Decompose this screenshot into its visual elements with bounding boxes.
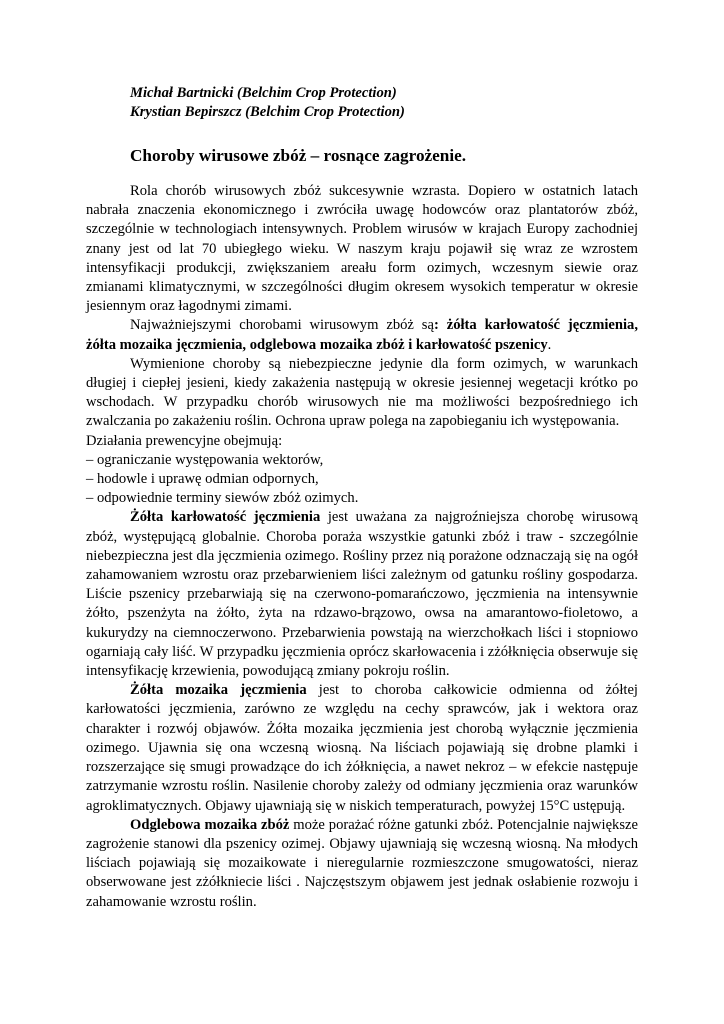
document-body	[86, 182, 638, 912]
list-item: – odpowiednie terminy siewów zbóż ozimych.	[86, 490, 359, 507]
disease-name: Odglebowa mozaika zbóż	[130, 816, 290, 833]
author-block	[130, 84, 638, 122]
paragraph-text: może porażać różne gatunki zbóż. Potencjalnie największe zagrożenie stanowi dla pszenicy ozimej. Objawy ujawniają się wczesną wiosną. Na młodych liściach pojawiają się mozaikowate i nieregularnie rozmieszczone smugowatości, nieraz obserwowane jest zżółkniecie liści . Najczęstszym objawem jest jednak osłabienie rozwoju i zahamowanie wzrostu roślin.	[86, 816, 638, 910]
document-page	[86, 84, 638, 912]
paragraph-text: jest to choroba całkowicie odmienna od żółtej karłowatości jęczmienia, zarówno ze względu na cechy sprawców, jak i wektora oraz charakter i rozwój objawów. Żółta mozaika jęczmienia jest chorobą wyłącznie jęczmienia ozimego. Ujawnia się ona wczesną wiosną. Na liściach pojawiają się drobne plamki i rozszerzające się smugi prowadzące do ich żółknięcia, a nawet nekroz – w efekcie następuje zatrzymanie wzrostu roślin. Nasilenie choroby zależy od odmiany jęczmienia oraz warunków agroklimatycznych. Objawy ujawniają się w niskich temperaturach, powyżej 15°C ustępują.	[86, 682, 638, 814]
list-intro: Działania prewencyjne obejmują:	[86, 432, 283, 449]
paragraph-yellow-mosaic	[86, 681, 638, 815]
paragraph-text: Najważniejszymi chorobami wirusowym zbóż są	[130, 317, 434, 334]
list-item: – ograniczanie występowania wektorów,	[86, 451, 324, 468]
document-title: Choroby wirusowe zbóż – rosnące zagrożenie.	[130, 146, 467, 165]
paragraph-text: .	[547, 336, 552, 353]
author-line: Michał Bartnicki (Belchim Crop Protection)	[130, 85, 397, 101]
disease-name: Żółta mozaika jęczmienia	[130, 682, 307, 699]
author-line: Krystian Bepirszcz (Belchim Crop Protection)	[130, 104, 405, 120]
paragraph-prevention: Wymienione choroby są niebezpieczne jedynie dla form ozimych, w warunkach długiej i ciepłej jesieni, kiedy zakażenia następują w okresie jesiennej wegetacji krótko po wschodach. W przypadku chorób wirusowych nie ma możliwości bezpośredniego ich zwalczania po zakażeniu roślin. Ochrona upraw polega na zapobieganiu ich występowania.	[86, 355, 638, 430]
paragraph-main-diseases	[86, 316, 638, 354]
paragraph-yellow-dwarf	[86, 508, 638, 681]
disease-list-bold: : żółta karłowatość jęczmienia, żółta mozaika jęczmienia, odglebowa mozaika zbóż i karłowatość pszenicy	[86, 317, 638, 353]
paragraph-soil-mosaic	[86, 816, 638, 912]
list-item: – hodowle i uprawę odmian odpornych,	[86, 471, 319, 488]
paragraph-intro: Rola chorób wirusowych zbóż sukcesywnie wzrasta. Dopiero w ostatnich latach nabrała znaczenia ekonomicznego i zwróciła uwagę hodowców oraz plantatorów zbóż, szczególnie w technologiach intensywnych. Problem wirusów w krajach Europy zachodniej znany jest od lat 70 ubiegłego wieku. W naszym kraju pojawił się wraz ze wzrostem intensyfikacji produkcji, zwiększaniem areału form ozimych, wczesnym siewie oraz zmianami klimatycznymi, w szczególności długim okresem wysokich temperatur w okresie jesiennym oraz łagodnymi zimami.	[86, 183, 638, 315]
disease-name: Żółta karłowatość jęczmienia	[130, 509, 321, 526]
paragraph-text: jest uważana za najgroźniejsza chorobę wirusową zbóż, występującą globalnie. Choroba poraża wszystkie gatunki zbóż i traw - szczególnie niebezpieczna jest dla jęczmienia ozimego. Rośliny przez nią porażone odznaczają się na ogół zahamowaniem wzrostu oraz przebarwieniem liści zależnym od gatunku rośliny gospodarza. Liście pszenicy przebarwiają się na czerwono-pomarańczowo, jęczmienia na intensywnie żółto, pszenżyta na żółto, żyta na rdzawo-brązowo, owsa na amarantowo-fioletowo, a kukurydzy na ciemnoczerwono. Przebarwienia powstają na wierzchołkach liści i stopniowo ogarniają cały liść. W przypadku jęczmienia oprócz skarłowacenia i zżółknięcia obserwuje się intensyfikację krzewienia, powodującą zmiany pokroju roślin.	[86, 509, 638, 680]
